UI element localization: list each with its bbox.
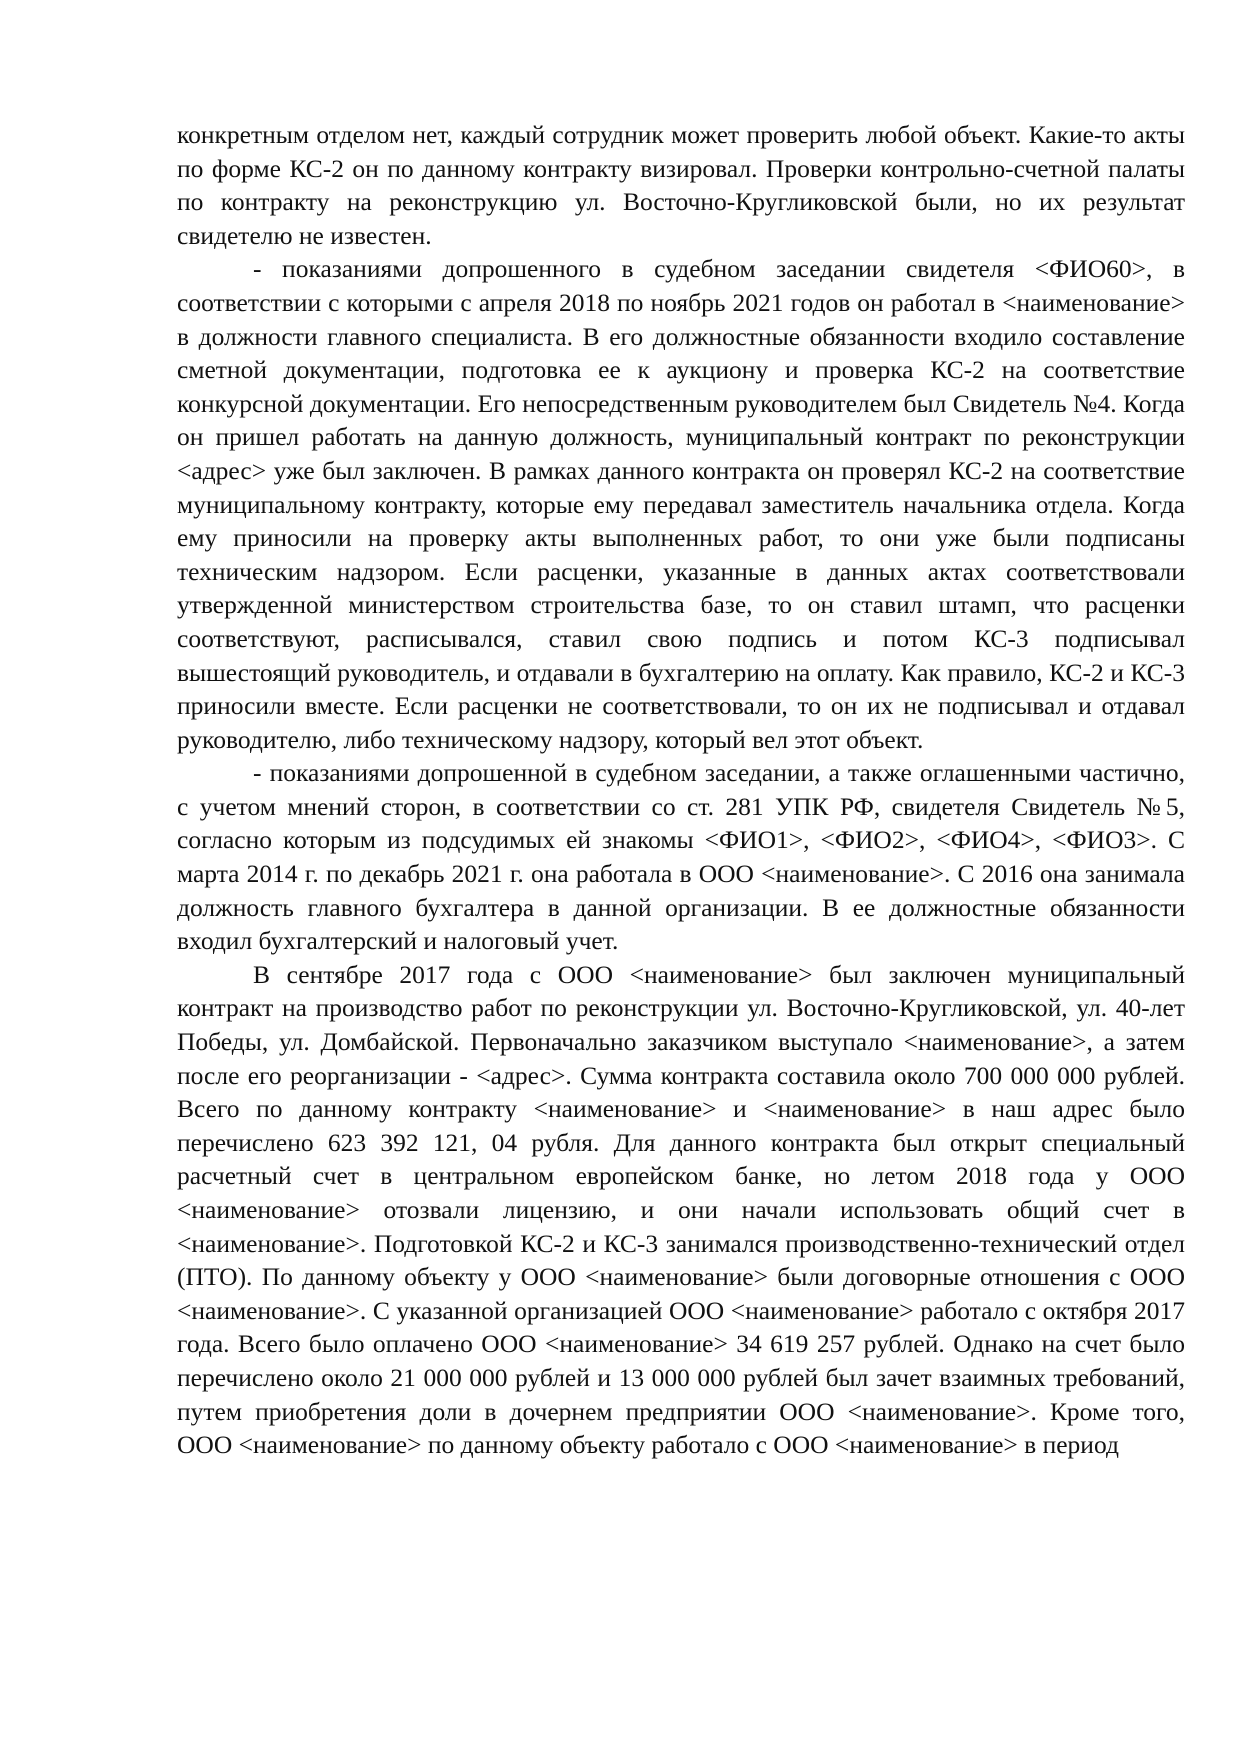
document-body	[177, 118, 1185, 1462]
paragraph-1: конкретным отделом нет, каждый сотрудник может проверить любой объект. Какие-то акты по форме КС-2 он по данному контракту визировал. Проверки контрольно-счетной палаты по контракту на реконструкцию ул. Восточно-Кругликовской были, но их результат свидетелю не известен.	[177, 120, 1185, 250]
paragraph-2: - показаниями допрошенного в судебном заседании свидетеля <ФИО60>, в соответствии с которыми с апреля 2018 по ноябрь 2021 годов он работал в <наименование> в должности главного специалиста. В его должностные обязанности входило составление сметной документации, подготовка ее к аукциону и проверка КС-2 на соответствие конкурсной документации. Его непосредственным руководителем был Свидетель №4. Когда он пришел работать на данную должность, муниципальный контракт по реконструкции <адрес> уже был заключен. В рамках данного контракта он проверял КС-2 на соответствие муниципальному контракту, которые ему передавал заместитель начальника отдела. Когда ему приносили на проверку акты выполненных работ, то они уже были подписаны техническим надзором. Если расценки, указанные в данных актах соответствовали утвержденной министерством строительства базе, то он ставил штамп, что расценки соответствуют, расписывался, ставил свою подпись и потом КС-3 подписывал вышестоящий руководитель, и отдавали в бухгалтерию на оплату. Как правило, КС-2 и КС-3 приносили вместе. Если расценки не соответствовали, то он их не подписывал и отдавал руководителю, либо техническому надзору, который вел этот объект.	[177, 254, 1185, 754]
paragraph-4: В сентябре 2017 года с ООО <наименование> был заключен муниципальный контракт на производство работ по реконструкции ул. Восточно-Кругликовской, ул. 40-лет Победы, ул. Домбайской. Первоначально заказчиком выступало <наименование>, а затем после его реорганизации - <адрес>. Сумма контракта составила около 700 000 000 рублей. Всего по данному контракту <наименование> и <наименование> в наш адрес было перечислено 623 392 121, 04 рубля. Для данного контракта был открыт специальный расчетный счет в центральном европейском банке, но летом 2018 года у ООО <наименование> отозвали лицензию, и они начали использовать общий счет в <наименование>. Подготовкой КС-2 и КС-3 занимался производственно-технический отдел (ПТО). По данному объекту у ООО <наименование> были договорные отношения с ООО <наименование>. С указанной организацией ООО <наименование> работало с октября 2017 года. Всего было оплачено ООО <наименование> 34 619 257 рублей. Однако на счет было перечислено около 21 000 000 рублей и 13 000 000 рублей был зачет взаимных требований, путем приобретения доли в дочернем предприятии ООО <наименование>. Кроме того, ООО <наименование> по данному объекту работало с ООО <наименование> в период	[177, 959, 1185, 1460]
paragraph-3: - показаниями допрошенной в судебном заседании, а также оглашенными частично, с учетом мнений сторон, в соответствии со ст. 281 УПК РФ, свидетеля Свидетель №5, согласно которым из подсудимых ей знакомы <ФИО1>, <ФИО2>, <ФИО4>, <ФИО3>. С марта 2014 г. по декабрь 2021 г. она работала в ООО <наименование>. С 2016 она занимала должность главного бухгалтера в данной организации. В ее должностные обязанности входил бухгалтерский и налоговый учет.	[177, 758, 1185, 956]
